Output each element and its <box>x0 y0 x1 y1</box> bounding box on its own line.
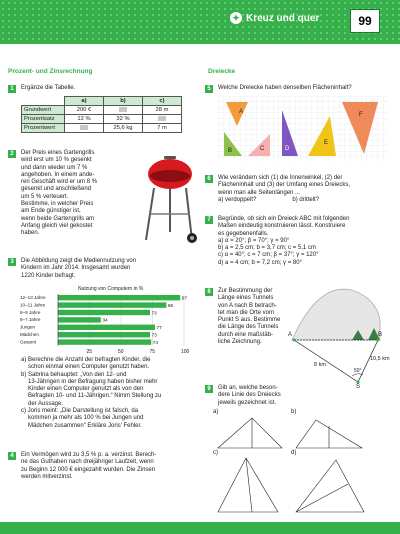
task2-text: Der Preis eines Gartengrills wird erst um 10 % gesenkt und dann wieder um 7 % angehoben. In einem ande- ren Geschäft wird er um 8 % gesenkt und anschließend um 5 % verteuert. Bestimme, in welcher Preis am Ende günstiger ist, wenn beide Gartengrills am Anfang gleich viel gekostet haben. <box>21 150 98 237</box>
tunnel-diagram <box>288 280 396 388</box>
task8-text: Zur Bestimmung der Länge eines Tunnels von A nach B betrach- tet man die Orte vom Punkt S aus. Bestimme die Länge des Tunnels durch eine maßstäb- liche Zeichnung. <box>218 288 281 346</box>
task9-part-d: d) <box>291 450 297 456</box>
table-empty-cell[interactable] <box>143 115 182 124</box>
table-header: a) <box>65 97 104 106</box>
chart-bar <box>58 295 180 300</box>
task-number-5: 5 <box>205 85 213 93</box>
chart-title: Nutzung von Computern in % <box>78 286 144 292</box>
task7-text: Begründe, ob sich ein Dreieck ABC mit folgenden Maßen eindeutig konstruieren lässt. Konstruiere es gegebenenfalls. a) α = 20°; β = 70°; γ = 90° b) a = 2,5 cm; b = 3,7 cm; c = 5,1 cm c) α = 40°; c = 7 cm; β = 37°; γ = 120° d) a = 4 cm; b = 7,2 cm; γ = 80° <box>218 216 350 266</box>
task-number-9: 9 <box>205 385 213 393</box>
table-row: Prozentwert 25,6 kg 7 m <box>22 124 182 133</box>
svg-text:8 km: 8 km <box>314 362 326 368</box>
task1-text: Ergänze die Tabelle. <box>21 85 76 91</box>
table-row: Prozentsatz 12 % 32 % <box>22 115 182 124</box>
task-number-7: 7 <box>205 216 213 224</box>
chart-tick-label: 50 <box>118 348 124 355</box>
chart-data-label: 73 <box>151 311 157 317</box>
task-number-8: 8 <box>205 288 213 296</box>
task-number-6: 6 <box>205 175 213 183</box>
chart-tick-label: 25 <box>86 348 93 355</box>
chart-category-label: Jungen <box>20 324 36 330</box>
chart-tick-label: 75 <box>149 348 156 355</box>
table-header: c) <box>143 97 182 106</box>
svg-text:A: A <box>239 109 244 115</box>
table-row: Grundwert 200 € 28 m <box>22 106 182 115</box>
task4-text: Ein Vermögen wird zu 3,5 % p. a. verzinst. Berech- ne das Guthaben nach dreijähriger Laufzeit, wenn zu Beginn 12 000 € eingezahlt wurden. Die Zinsen werden mitverzinst. <box>21 452 157 480</box>
task9-part-b: b) <box>291 409 297 415</box>
chart-category-label: 6–7 Jahre <box>20 317 41 323</box>
chart-bar <box>58 339 151 344</box>
chart-category-label: Mädchen <box>20 332 39 337</box>
chart-data-label: 77 <box>156 326 162 332</box>
svg-text:A: A <box>288 332 293 338</box>
svg-text:C: C <box>260 146 265 152</box>
chart-data-label: 34 <box>102 318 108 324</box>
chart-bar <box>58 302 166 307</box>
media-usage-chart <box>20 284 200 356</box>
task6-text: Wie verändern sich (1) die Innenwinkel, (2) der Flächeninhalt und (3) der Umfang eines Dreiecks, wenn man alle Seitenlängen ... a) verdoppelt? b) drittelt? <box>218 175 351 203</box>
svg-text:10,5 km: 10,5 km <box>370 356 390 362</box>
svg-text:S: S <box>356 384 361 388</box>
percent-table <box>21 96 182 133</box>
chart-bar <box>58 310 150 315</box>
chart-bar <box>58 325 155 330</box>
task3-items: a) Berechne die Anzahl der befragten Kinder, die schon einmal einen Computer genutzt haben. b) Sabrina behauptet: „Von den 12- und 13-Jährigen in der Befragung haben bisher mehr Kinder einen Computer genutzt als von den Befragten 10- und 11-Jährigen.“ Nimm Stellung zu der Aussage. c) Joris meint: „Die Darstellung ist falsch, da kommen ja mehr als 100 % bei Jungen und Mädchen zusammen“ Erkläre Joris' Fehler. <box>21 357 162 429</box>
triangle-grid <box>218 96 388 164</box>
header-bar <box>0 0 400 44</box>
special-lines-triangles <box>212 414 392 518</box>
section-title-dreiecke: Dreiecke <box>208 68 236 75</box>
chart-data-label: 74 <box>152 340 159 346</box>
svg-text:50°: 50° <box>354 368 362 374</box>
task9-text: Gib an, welche beson- dere Linie des Dreiecks jeweils gezeichnet ist. <box>218 385 281 406</box>
table-header: b) <box>104 97 143 106</box>
chart-category-label: 10–11 Jahre <box>20 302 46 308</box>
chart-category-label: Gesamt <box>20 339 37 345</box>
task-number-4: 4 <box>8 452 16 460</box>
chart-bar <box>58 332 150 337</box>
task3-text: Die Abbildung zeigt die Mediennutzung von Kindern im Jahr 2014. Insgesamt wurden 1220 Kinder befragt. <box>21 258 137 279</box>
footer-bar <box>0 522 400 534</box>
page-header-title: Kreuz und quer <box>246 13 320 24</box>
section-title-prozent: Prozent- und Zinsrechnung <box>8 68 93 75</box>
chart-data-label: 86 <box>167 303 174 309</box>
task5-text: Welche Dreiecke haben denselben Flächeninhalt? <box>218 85 352 91</box>
table-empty-cell[interactable] <box>104 106 143 115</box>
svg-text:B: B <box>228 148 233 154</box>
svg-text:B: B <box>378 332 383 338</box>
svg-text:F: F <box>359 112 363 118</box>
page-number: 99 <box>350 9 380 33</box>
task-number-2: 2 <box>8 150 16 158</box>
chart-data-label: 73 <box>151 333 157 339</box>
svg-text:E: E <box>324 140 329 146</box>
grill-image <box>140 152 204 246</box>
task-number-1: 1 <box>8 85 16 93</box>
chart-category-label: 12–13 Jahre <box>20 295 46 300</box>
task-number-3: 3 <box>8 258 16 266</box>
chart-category-label: 8–9 Jahre <box>20 309 41 315</box>
table-empty-cell[interactable] <box>65 124 104 133</box>
chart-data-label: 97 <box>181 296 188 302</box>
chart-tick-label: 100 <box>181 348 190 355</box>
chapter-icon: ✦ <box>230 12 242 24</box>
task9-part-a: a) <box>213 409 219 415</box>
chart-bar <box>58 317 101 322</box>
svg-text:D: D <box>285 146 290 152</box>
task9-part-c: c) <box>213 450 218 456</box>
